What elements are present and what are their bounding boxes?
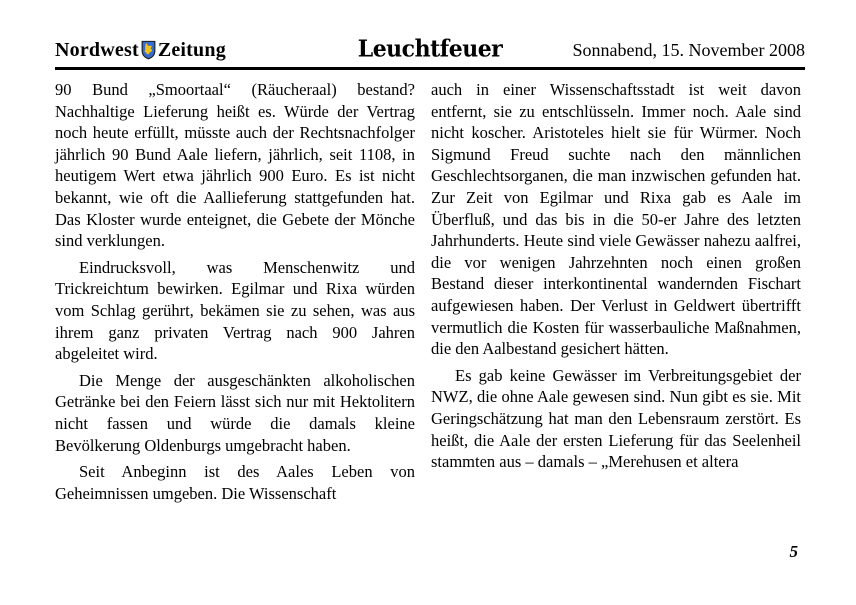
body-paragraph: auch in einer Wissenschaftsstadt ist weit davon entfernt, sie zu entschlüsseln. Immer noch. Aale sind nicht koscher. Aristoteles hielt sie für Würmer. Noch Sigmund Freud suchte nach den männlichen Geschlechtsorganen, die man inzwischen gefunden hat. Zur Zeit von Egilmar und Rixa gab es Aale im Überfluß, und das bis in die 50-er Jahre des letzten Jahrhunderts. Heute sind viele Gewässer nahezu aalfrei, die vor wenigen Jahrzehnten noch einen großen Bestand dieser interkontinental wandernden Fischart aufgewiesen haben. Der Verlust in Geldwert übertrifft vermutlich die Kosten für wasserbauliche Maßnahmen, die den Aalbestand gesichert hätten.: [431, 80, 801, 359]
masthead-title: [55, 39, 358, 62]
page-number: 5: [789, 542, 798, 561]
masthead: [0, 0, 856, 62]
body-paragraph: Eindrucksvoll, was Menschenwitz und Trickreichtum bewirken. Egilmar und Rixa würden vom Schlag gerührt, bekämen sie zu sehen, was aus ihrem ganz privaten Vertrag nach 900 Jahren abgeleitet wird.: [55, 257, 415, 364]
body-paragraph: Seit Anbeginn ist des Aales Leben von Geheimnissen umgeben. Die Wissenschaft: [55, 462, 415, 503]
section-title: Leuchtfeuer: [357, 35, 503, 63]
body-paragraph: Die Menge der ausgeschänkten alkoholischen Getränke bei den Feiern lässt sich nur mit Hektolitern nicht fassen und würde die damals kleine Bevölkerung Oldenburgs umgebracht haben.: [55, 370, 415, 455]
masthead-date: Sonnabend, 15. November 2008: [572, 40, 805, 60]
article-body: [0, 70, 856, 504]
masthead-title-word2: Zeitung: [157, 39, 226, 61]
oldenburg-crest-icon: [141, 40, 156, 60]
body-paragraph: 90 Bund „Smoortaal“ (Räucheraal) bestand? Nachhaltige Lieferung heißt es. Würde der Vertrag noch heute erfüllt, müsste auch der Rechtsnachfolger jährlich 90 Bund Aale liefern, jährlich, seit 1108, in heutigem Wert etwa jährlich 900 Euro. Es ist nicht bekannt, wie oft die Aallieferung stattgefunden hat. Das Kloster wurde enteignet, die Gebete der Mönche sind verklungen.: [55, 80, 415, 251]
masthead-title-word1: Nordwest: [55, 39, 139, 61]
left-column: [55, 79, 415, 504]
right-column: [431, 79, 801, 504]
body-paragraph: Es gab keine Gewässer im Verbreitungsgebiet der NWZ, die ohne Aale gewesen sind. Nun gibt es sie. Mit Geringschätzung hat man den Lebensraum zerstört. Es heißt, die Aale der ersten Lieferung für das Seelenheil stammten aus – damals – „Merehusen et altera: [431, 365, 801, 472]
